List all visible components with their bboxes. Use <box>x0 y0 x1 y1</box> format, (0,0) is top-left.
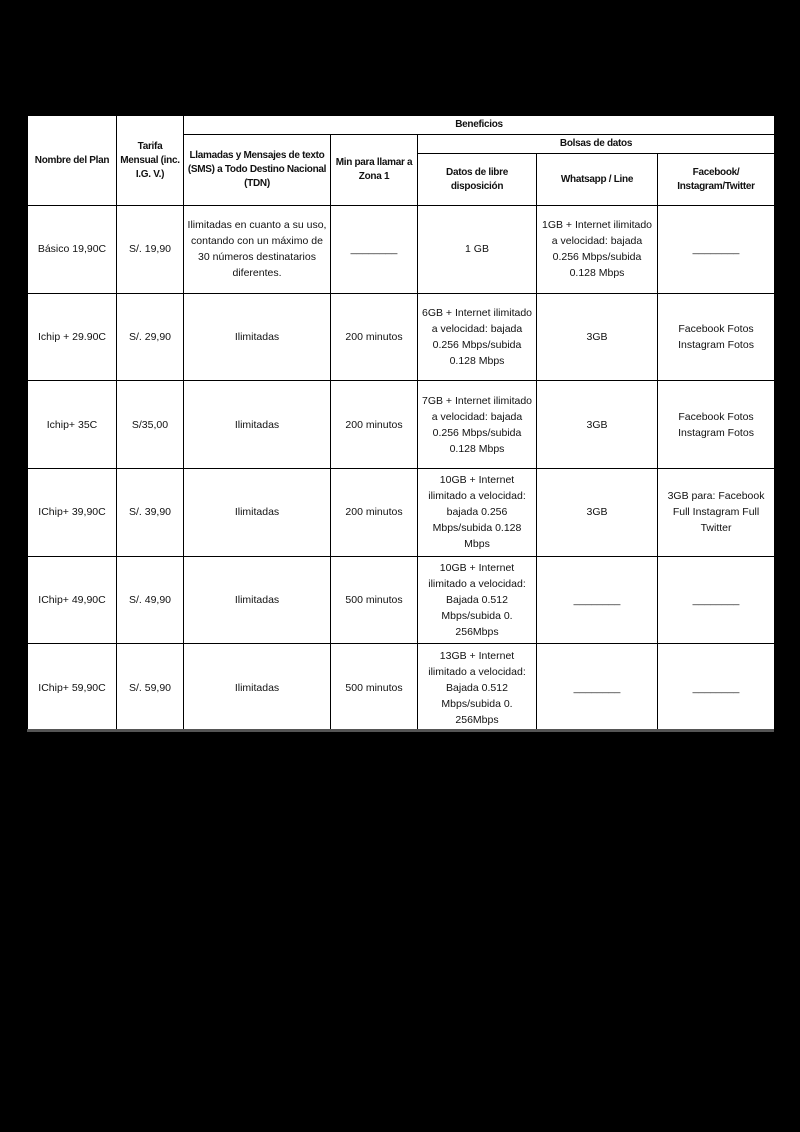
table-row <box>28 644 775 732</box>
plans-table <box>27 115 775 732</box>
cell-minutes: 500 minutos <box>331 644 418 732</box>
cell-whatsapp: 3GB <box>537 293 658 381</box>
cell-minutes: 200 minutos <box>331 468 418 556</box>
table-row <box>28 468 775 556</box>
cell-whatsapp: ________ <box>537 644 658 732</box>
header-data-bags: Bolsas de datos <box>418 135 775 154</box>
header-whatsapp: Whatsapp / Line <box>537 154 658 206</box>
cell-data: 1 GB <box>418 206 537 294</box>
cell-plan-name: Básico 19,90C <box>28 206 117 294</box>
cell-plan-name: Ichip+ 35C <box>28 381 117 469</box>
document-page <box>27 115 774 732</box>
cell-minutes: 200 minutos <box>331 381 418 469</box>
table-row <box>28 206 775 294</box>
header-tariff: Tarifa Mensual (inc. I.G. V.) <box>117 116 184 206</box>
cell-plan-name: IChip+ 39,90C <box>28 468 117 556</box>
table-row <box>28 293 775 381</box>
cell-calls: Ilimitadas <box>184 468 331 556</box>
cell-data: 10GB + Internet ilimitado a velocidad: bajada 0.256 Mbps/subida 0.128 Mbps <box>418 468 537 556</box>
cell-whatsapp: 3GB <box>537 381 658 469</box>
cell-whatsapp: ________ <box>537 556 658 644</box>
header-zone-minutes: Min para llamar a Zona 1 <box>331 135 418 206</box>
cell-tariff: S/. 59,90 <box>117 644 184 732</box>
cell-data: 13GB + Internet ilimitado a velocidad: Bajada 0.512 Mbps/subida 0. 256Mbps <box>418 644 537 732</box>
cell-social: Facebook Fotos Instagram Fotos <box>658 293 775 381</box>
cell-plan-name: IChip+ 59,90C <box>28 644 117 732</box>
cell-data: 6GB + Internet ilimitado a velocidad: bajada 0.256 Mbps/subida 0.128 Mbps <box>418 293 537 381</box>
cell-calls: Ilimitadas en cuanto a su uso, contando con un máximo de 30 números destinatarios diferentes. <box>184 206 331 294</box>
cell-tariff: S/35,00 <box>117 381 184 469</box>
cell-social: ________ <box>658 206 775 294</box>
cell-whatsapp: 1GB + Internet ilimitado a velocidad: bajada 0.256 Mbps/subida 0.128 Mbps <box>537 206 658 294</box>
cell-data: 10GB + Internet ilimitado a velocidad: Bajada 0.512 Mbps/subida 0. 256Mbps <box>418 556 537 644</box>
header-benefits: Beneficios <box>184 116 775 135</box>
cell-calls: Ilimitadas <box>184 644 331 732</box>
table-row <box>28 556 775 644</box>
header-free-data: Datos de libre disposición <box>418 154 537 206</box>
header-social: Facebook/ Instagram/Twitter <box>658 154 775 206</box>
table-bottom-rule <box>27 729 774 732</box>
cell-calls: Ilimitadas <box>184 556 331 644</box>
header-calls-sms: Llamadas y Mensajes de texto (SMS) a Todo Destino Nacional (TDN) <box>184 135 331 206</box>
cell-calls: Ilimitadas <box>184 293 331 381</box>
cell-minutes: ________ <box>331 206 418 294</box>
cell-social: ________ <box>658 644 775 732</box>
cell-data: 7GB + Internet ilimitado a velocidad: bajada 0.256 Mbps/subida 0.128 Mbps <box>418 381 537 469</box>
cell-tariff: S/. 19,90 <box>117 206 184 294</box>
table-row <box>28 381 775 469</box>
cell-social: Facebook Fotos Instagram Fotos <box>658 381 775 469</box>
cell-tariff: S/. 39,90 <box>117 468 184 556</box>
cell-social: 3GB para: Facebook Full Instagram Full Twitter <box>658 468 775 556</box>
cell-social: ________ <box>658 556 775 644</box>
cell-minutes: 500 minutos <box>331 556 418 644</box>
cell-plan-name: IChip+ 49,90C <box>28 556 117 644</box>
cell-plan-name: Ichip + 29.90C <box>28 293 117 381</box>
cell-minutes: 200 minutos <box>331 293 418 381</box>
cell-calls: Ilimitadas <box>184 381 331 469</box>
cell-tariff: S/. 49,90 <box>117 556 184 644</box>
cell-whatsapp: 3GB <box>537 468 658 556</box>
header-plan-name: Nombre del Plan <box>28 116 117 206</box>
cell-tariff: S/. 29,90 <box>117 293 184 381</box>
